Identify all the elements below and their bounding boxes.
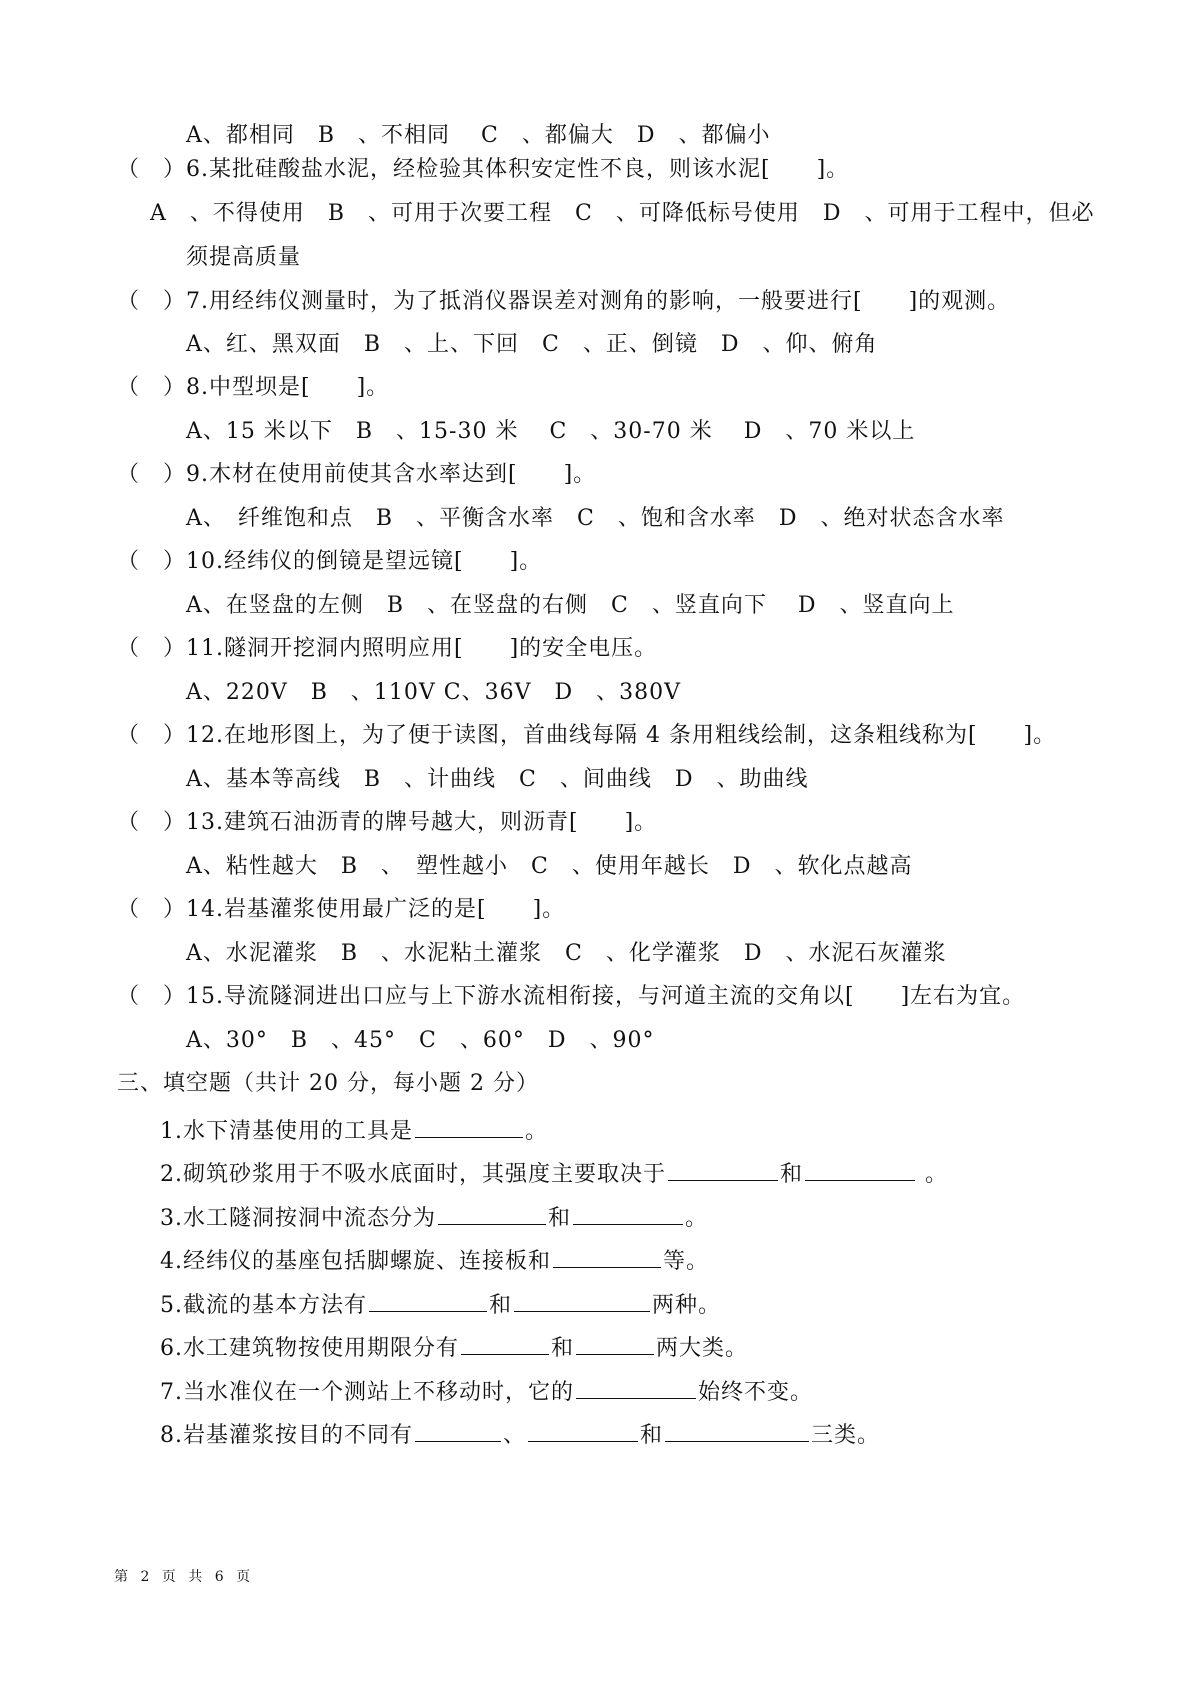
- answer-blank[interactable]: [553, 1243, 661, 1268]
- fill-6-end: 两大类。: [656, 1336, 749, 1361]
- fill-question-7: [160, 1374, 813, 1408]
- fill-2-and: 和: [780, 1162, 804, 1187]
- question-10: （ ）10.经纬仪的倒镜是望远镜[ ]。: [117, 549, 543, 574]
- question-13: （ ）13.建筑石油沥青的牌号越大，则沥青[ ]。: [117, 810, 658, 835]
- answer-blank[interactable]: [438, 1200, 546, 1225]
- fill-8-text: 8.岩基灌浆按目的不同有: [160, 1423, 413, 1448]
- answer-blank[interactable]: [415, 1417, 501, 1442]
- question-14: （ ）14.岩基灌浆使用最广泛的是[ ]。: [117, 897, 566, 922]
- answer-blank[interactable]: [576, 1374, 696, 1399]
- q5-options: A、都相同 B 、不相同 C 、都偏大 D 、都偏小: [186, 123, 771, 148]
- q6-options-line1: A 、不得使用 B 、可用于次要工程 C 、可降低标号使用 D 、可用于工程中，但必: [150, 201, 1095, 226]
- fill-8-and: 和: [640, 1423, 664, 1448]
- q15-options: A、30° B 、45° C 、60° D 、90°: [186, 1028, 655, 1053]
- fill-5-end: 两种。: [652, 1293, 722, 1318]
- fill-8-end: 三类。: [811, 1423, 881, 1448]
- q9-options: A、 纤维饱和点 B 、平衡含水率 C 、饱和含水率 D 、绝对状态含水率: [186, 506, 1005, 531]
- answer-blank[interactable]: [805, 1156, 915, 1181]
- question-11: （ ）11.隧洞开挖洞内照明应用[ ]的安全电压。: [117, 636, 658, 661]
- answer-blank[interactable]: [573, 1200, 683, 1225]
- fill-question-6: [160, 1330, 748, 1364]
- answer-blank[interactable]: [369, 1287, 487, 1312]
- fill-1-text: 1.水下清基使用的工具是: [160, 1119, 413, 1144]
- fill-5-and: 和: [489, 1293, 513, 1318]
- question-12: （ ）12.在地形图上，为了便于读图，首曲线每隔 4 条用粗线绘制，这条粗线称为[ ]。: [117, 723, 1057, 748]
- fill-3-text: 3.水工隧洞按洞中流态分为: [160, 1206, 436, 1231]
- fill-5-text: 5.截流的基本方法有: [160, 1293, 367, 1318]
- fill-3-and: 和: [548, 1206, 572, 1231]
- answer-blank[interactable]: [668, 1156, 778, 1181]
- fill-8-sep: 、: [503, 1423, 527, 1448]
- question-6: （ ）6.某批硅酸盐水泥，经检验其体积安定性不良，则该水泥[ ]。: [117, 157, 850, 182]
- fill-question-3: [160, 1200, 708, 1234]
- fill-6-text: 6.水工建筑物按使用期限分有: [160, 1336, 459, 1361]
- q10-options: A、在竖盘的左侧 B 、在竖盘的右侧 C 、竖直向下 D 、竖直向上: [186, 593, 955, 618]
- answer-blank[interactable]: [514, 1287, 650, 1312]
- question-8: （ ）8.中型坝是[ ]。: [117, 375, 390, 400]
- fill-question-2: [160, 1156, 948, 1190]
- fill-7-end: 始终不变。: [698, 1380, 814, 1405]
- fill-question-8: [160, 1417, 880, 1451]
- fill-1-end: 。: [525, 1119, 549, 1144]
- fill-question-4: [160, 1243, 709, 1277]
- q12-options: A、基本等高线 B 、计曲线 C 、间曲线 D 、助曲线: [186, 767, 809, 792]
- answer-blank[interactable]: [576, 1330, 654, 1355]
- q11-options: A、220V B 、110V C、36V D 、380V: [186, 680, 682, 705]
- page-number-footer: 第 2 页 共 6 页: [114, 1569, 255, 1585]
- section-heading-fill-blank: 三、填空题（共计 20 分，每小题 2 分）: [117, 1071, 539, 1096]
- fill-2-text: 2.砌筑砂浆用于不吸水底面时，其强度主要取决于: [160, 1162, 666, 1187]
- fill-2-end: 。: [925, 1162, 949, 1187]
- fill-4-text: 4.经纬仪的基座包括脚螺旋、连接板和: [160, 1249, 551, 1274]
- fill-7-text: 7.当水准仪在一个测站上不移动时，它的: [160, 1380, 574, 1405]
- fill-6-and: 和: [551, 1336, 575, 1361]
- question-15: （ ）15.导流隧洞进出口应与上下游水流相衔接，与河道主流的交角以[ ]左右为宜。: [117, 984, 1026, 1009]
- fill-4-end: 等。: [663, 1249, 710, 1274]
- q7-options: A、红、黑双面 B 、上、下回 C 、正、倒镜 D 、仰、俯角: [186, 332, 878, 357]
- fill-3-end: 。: [685, 1206, 709, 1231]
- answer-blank[interactable]: [415, 1113, 523, 1138]
- q14-options: A、水泥灌浆 B 、水泥粘土灌浆 C 、化学灌浆 D 、水泥石灰灌浆: [186, 941, 947, 966]
- answer-blank[interactable]: [528, 1417, 638, 1442]
- question-9: （ ）9.木材在使用前使其含水率达到[ ]。: [117, 462, 597, 487]
- fill-question-1: [160, 1113, 548, 1147]
- question-7: （ ）7.用经纬仪测量时，为了抵消仪器误差对测角的影响，一般要进行[ ]的观测。: [117, 289, 1011, 314]
- answer-blank[interactable]: [461, 1330, 549, 1355]
- q8-options: A、15 米以下 B 、15-30 米 C 、30-70 米 D 、70 米以上: [186, 419, 916, 444]
- fill-question-5: [160, 1287, 721, 1321]
- answer-blank[interactable]: [665, 1417, 809, 1442]
- q13-options: A、粘性越大 B 、 塑性越小 C 、使用年越长 D 、软化点越高: [186, 854, 913, 879]
- q6-options-line2: 须提高质量: [186, 245, 302, 270]
